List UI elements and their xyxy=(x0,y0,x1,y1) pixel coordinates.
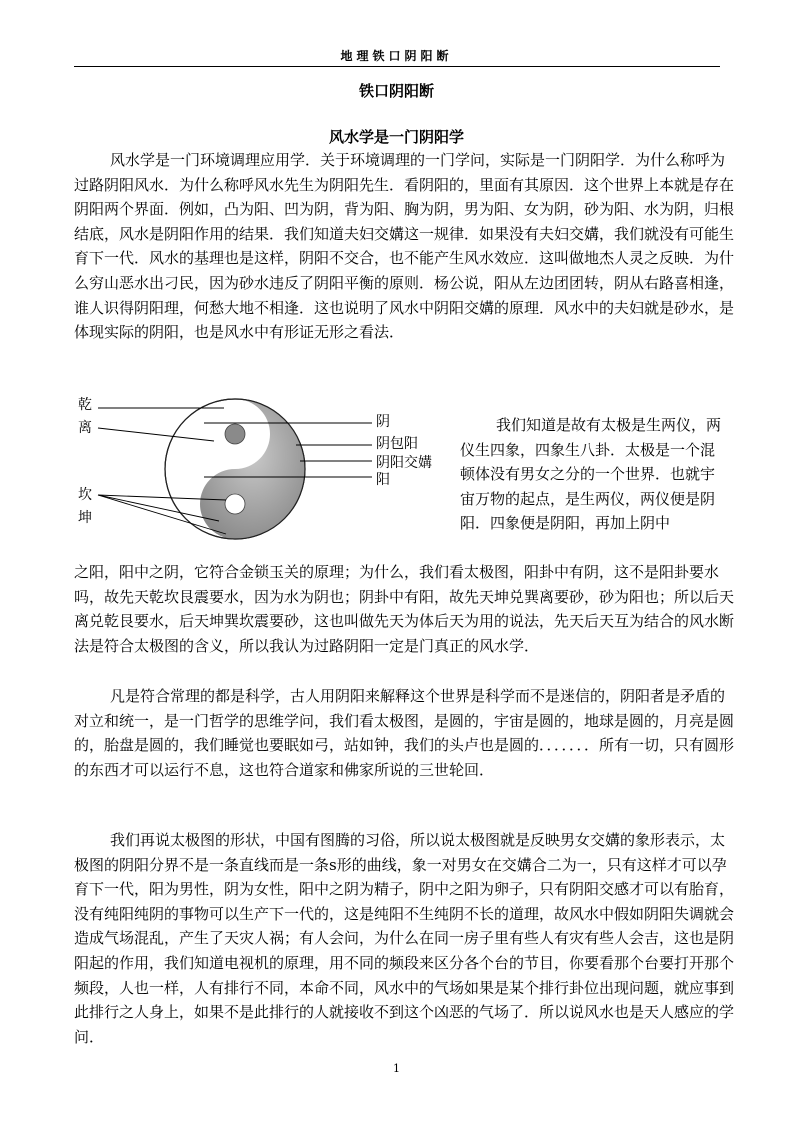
paragraph-4-text: 凡是符合常理的都是科学，古人用阴阳来解释这个世界是科学而不是迷信的，阴阳者是矛盾的对立和统一，是一门哲学的思维学问，我们看太极图，是圆的，宇宙是圆的，地球是圆的，月亮是圆的，胎盘是圆的，我们睡觉也要眠如弓，站如钟，我们的头卢也是圆的．．．．．．．所有一切，只有圆形的东西才可以运行不息，这也符合道家和佛家所说的三世轮回． xyxy=(74,687,735,779)
taiji-diagram-graphic xyxy=(74,393,464,565)
section-title: 风水学是一门阴阳学 xyxy=(328,128,464,146)
paragraph-1-text: 风水学是一门环境调理应用学．关于环境调理的一门学问，实际是一门阴阳学．为什么称呼为过路阴阳风水．为什么称呼风水先生为阴阳先生．看阴阳的，里面有其原因．这个世界上本就是存在阴阳两个界面．例如，凸为阳、凹为阴，背为阳、胸为阴，男为阳、女为阴，砂为阳、水为阴，归根结底，风水是阴阳作用的结果．我们知道夫妇交媾这一规律．如果没有夫妇交媾，我们就没有可能生育下一代．风水的基理也是这样，阴阳不交合，也不能产生风水效应．这叫做地杰人灵之反映．为什么穷山恶水出刁民，因为砂水违反了阴阳平衡的原则．杨公说，阳从左边团团转，阴从右路喜相逢，谁人识得阴阳理，何愁大地不相逢．这也说明了风水中阴阳交媾的原理．风水中的夫妇就是砂水，是体现实际的阴阳，也是风水中有形证无形之看法． xyxy=(74,151,735,342)
paragraph-5 xyxy=(74,828,734,1049)
paragraph-2 xyxy=(460,413,728,536)
taiji-diagram xyxy=(74,393,464,565)
label-kan: 坎 xyxy=(78,487,92,503)
paragraph-2-text: 我们知道是故有太极是生两仪，两仪生四象，四象生八卦．太极是一个混顿体没有男女之分的一个世界．也就宇宙万物的起点，是生两仪，两仪便是阴阳．四象便是阴阳，再加上阴中 xyxy=(460,416,722,533)
label-yin-bao-yang: 阴包阳 xyxy=(376,436,418,452)
page-number: 1 xyxy=(393,1062,400,1075)
yin-in-yang-dot xyxy=(225,424,245,444)
running-header: 地理铁口阴阳断 xyxy=(340,49,453,63)
header-rule xyxy=(74,66,720,67)
yang-in-yin-dot xyxy=(225,494,245,514)
label-yin: 阴 xyxy=(376,414,390,430)
label-qian: 乾 xyxy=(78,397,92,413)
paragraph-1 xyxy=(74,148,734,345)
label-yin-yang-jiaogou: 阴阳交媾 xyxy=(376,455,432,471)
paragraph-3 xyxy=(74,560,734,658)
label-yang: 阳 xyxy=(376,472,390,488)
document-title: 铁口阴阳断 xyxy=(358,82,434,100)
paragraph-5-text: 我们再说太极图的形状，中国有图腾的习俗，所以说太极图就是反映男女交媾的象形表示，太极图的阴阳分界不是一条直线而是一条s形的曲线，象一对男女在交媾合二为一，只有这样才可以孕育下一代，阳为男性，阴为女性，阳中之阴为精子，阴中之阳为卵子，只有阴阳交感才可以有胎育，没有纯阳纯阴的事物可以生产下一代的，这是纯阳不生纯阴不长的道理，故风水中假如阴阳失调就会造成气场混乱，产生了天灾人祸；有人会问，为什么在同一房子里有些人有灾有些人会吉，这也是阴阳起的作用，我们知道电视机的原理，用不同的频段来区分各个台的节目，你要看那个台要打开那个频段，人也一样，人有排行不同，本命不同，风水中的气场如果是某个排行卦位出现问题，就应事到此排行之人身上，如果不是此排行的人就接收不到这个凶恶的气场了．所以说风水也是天人感应的学问． xyxy=(74,831,735,1046)
paragraph-3-text: 之阳，阳中之阴，它符合金锁玉关的原理；为什么，我们看太极图，阳卦中有阴，这不是阳卦要水吗，故先天乾坎艮震要水，因为水为阴也；阴卦中有阳，故先天坤兑巽离要砂，砂为阳也；所以后天离兑乾艮要水，后天坤巽坎震要砂，这也叫做先天为体后天为用的说法，先天后天互为结合的风水断法是符合太极图的含义，所以我认为过路阴阳一定是门真正的风水学． xyxy=(74,563,735,655)
paragraph-4 xyxy=(74,684,734,782)
label-li: 离 xyxy=(78,420,92,436)
label-kun: 坤 xyxy=(78,510,92,526)
